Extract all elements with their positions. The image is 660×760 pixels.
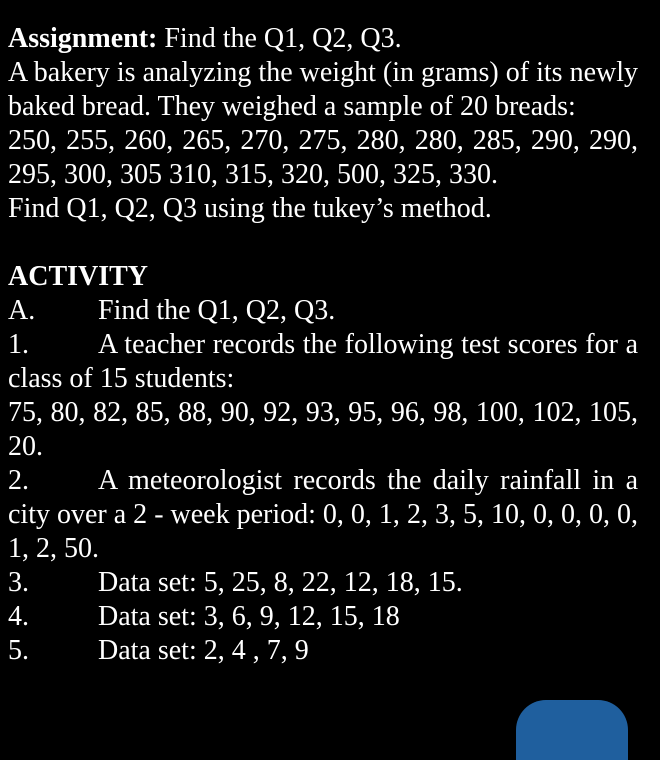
part-a-marker: A. [8,295,36,326]
item-2-marker: 2. [8,465,29,496]
document [8,22,638,668]
assignment-heading [8,22,638,56]
item-4-marker: 4. [8,601,29,632]
item-1-marker: 1. [8,329,29,360]
part-a-text: Find the Q1, Q2, Q3. [98,295,336,326]
item-3-text: Data set: 5, 25, 8, 22, 12, 18, 15. [98,567,463,598]
activity-item-3 [8,566,638,600]
item-5-text: Data set: 2, 4 , 7, 9 [98,635,309,666]
item-2-text [8,464,638,566]
assignment-instruction: Find Q1, Q2, Q3 using the tukey’s method. [8,193,492,224]
activity-part-a [8,294,638,328]
activity-item-4 [8,600,638,634]
item-5-marker: 5. [8,635,29,666]
assignment-data: 250, 255, 260, 265, 270, 275, 280, 280, 285, 290, 290, 295, 300, 305 310, 315, 320, 500, 325, 330. [8,125,638,190]
assignment-body: A bakery is analyzing the weight (in grams) of its newly baked bread. They weighed a sample of 20 breads: [8,57,638,122]
activity-item-5 [8,634,638,668]
activity-item-2 [8,464,638,566]
activity-item-1 [8,328,638,464]
floating-action-button[interactable] [516,700,628,760]
assignment-title: Find the Q1, Q2, Q3. [157,23,402,54]
item-1-text [8,328,638,396]
activity-title: ACTIVITY [8,261,149,292]
item-3-marker: 3. [8,567,29,598]
section-spacer [8,226,638,260]
item-4-text: Data set: 3, 6, 9, 12, 15, 18 [98,601,400,632]
item-1-body: A teacher records the following test scores for a class of 15 students: [8,329,638,394]
item-1-data: 75, 80, 82, 85, 88, 90, 92, 93, 95, 96, 98, 100, 102, 105, 20. [8,397,638,462]
item-2-body: A meteorologist records the daily rainfall in a city over a 2 - week period: 0, 0, 1, 2, 3, 5, 10, 0, 0, 0, 0, 1, 2, 50. [8,465,638,564]
assignment-label: Assignment: [8,23,158,54]
